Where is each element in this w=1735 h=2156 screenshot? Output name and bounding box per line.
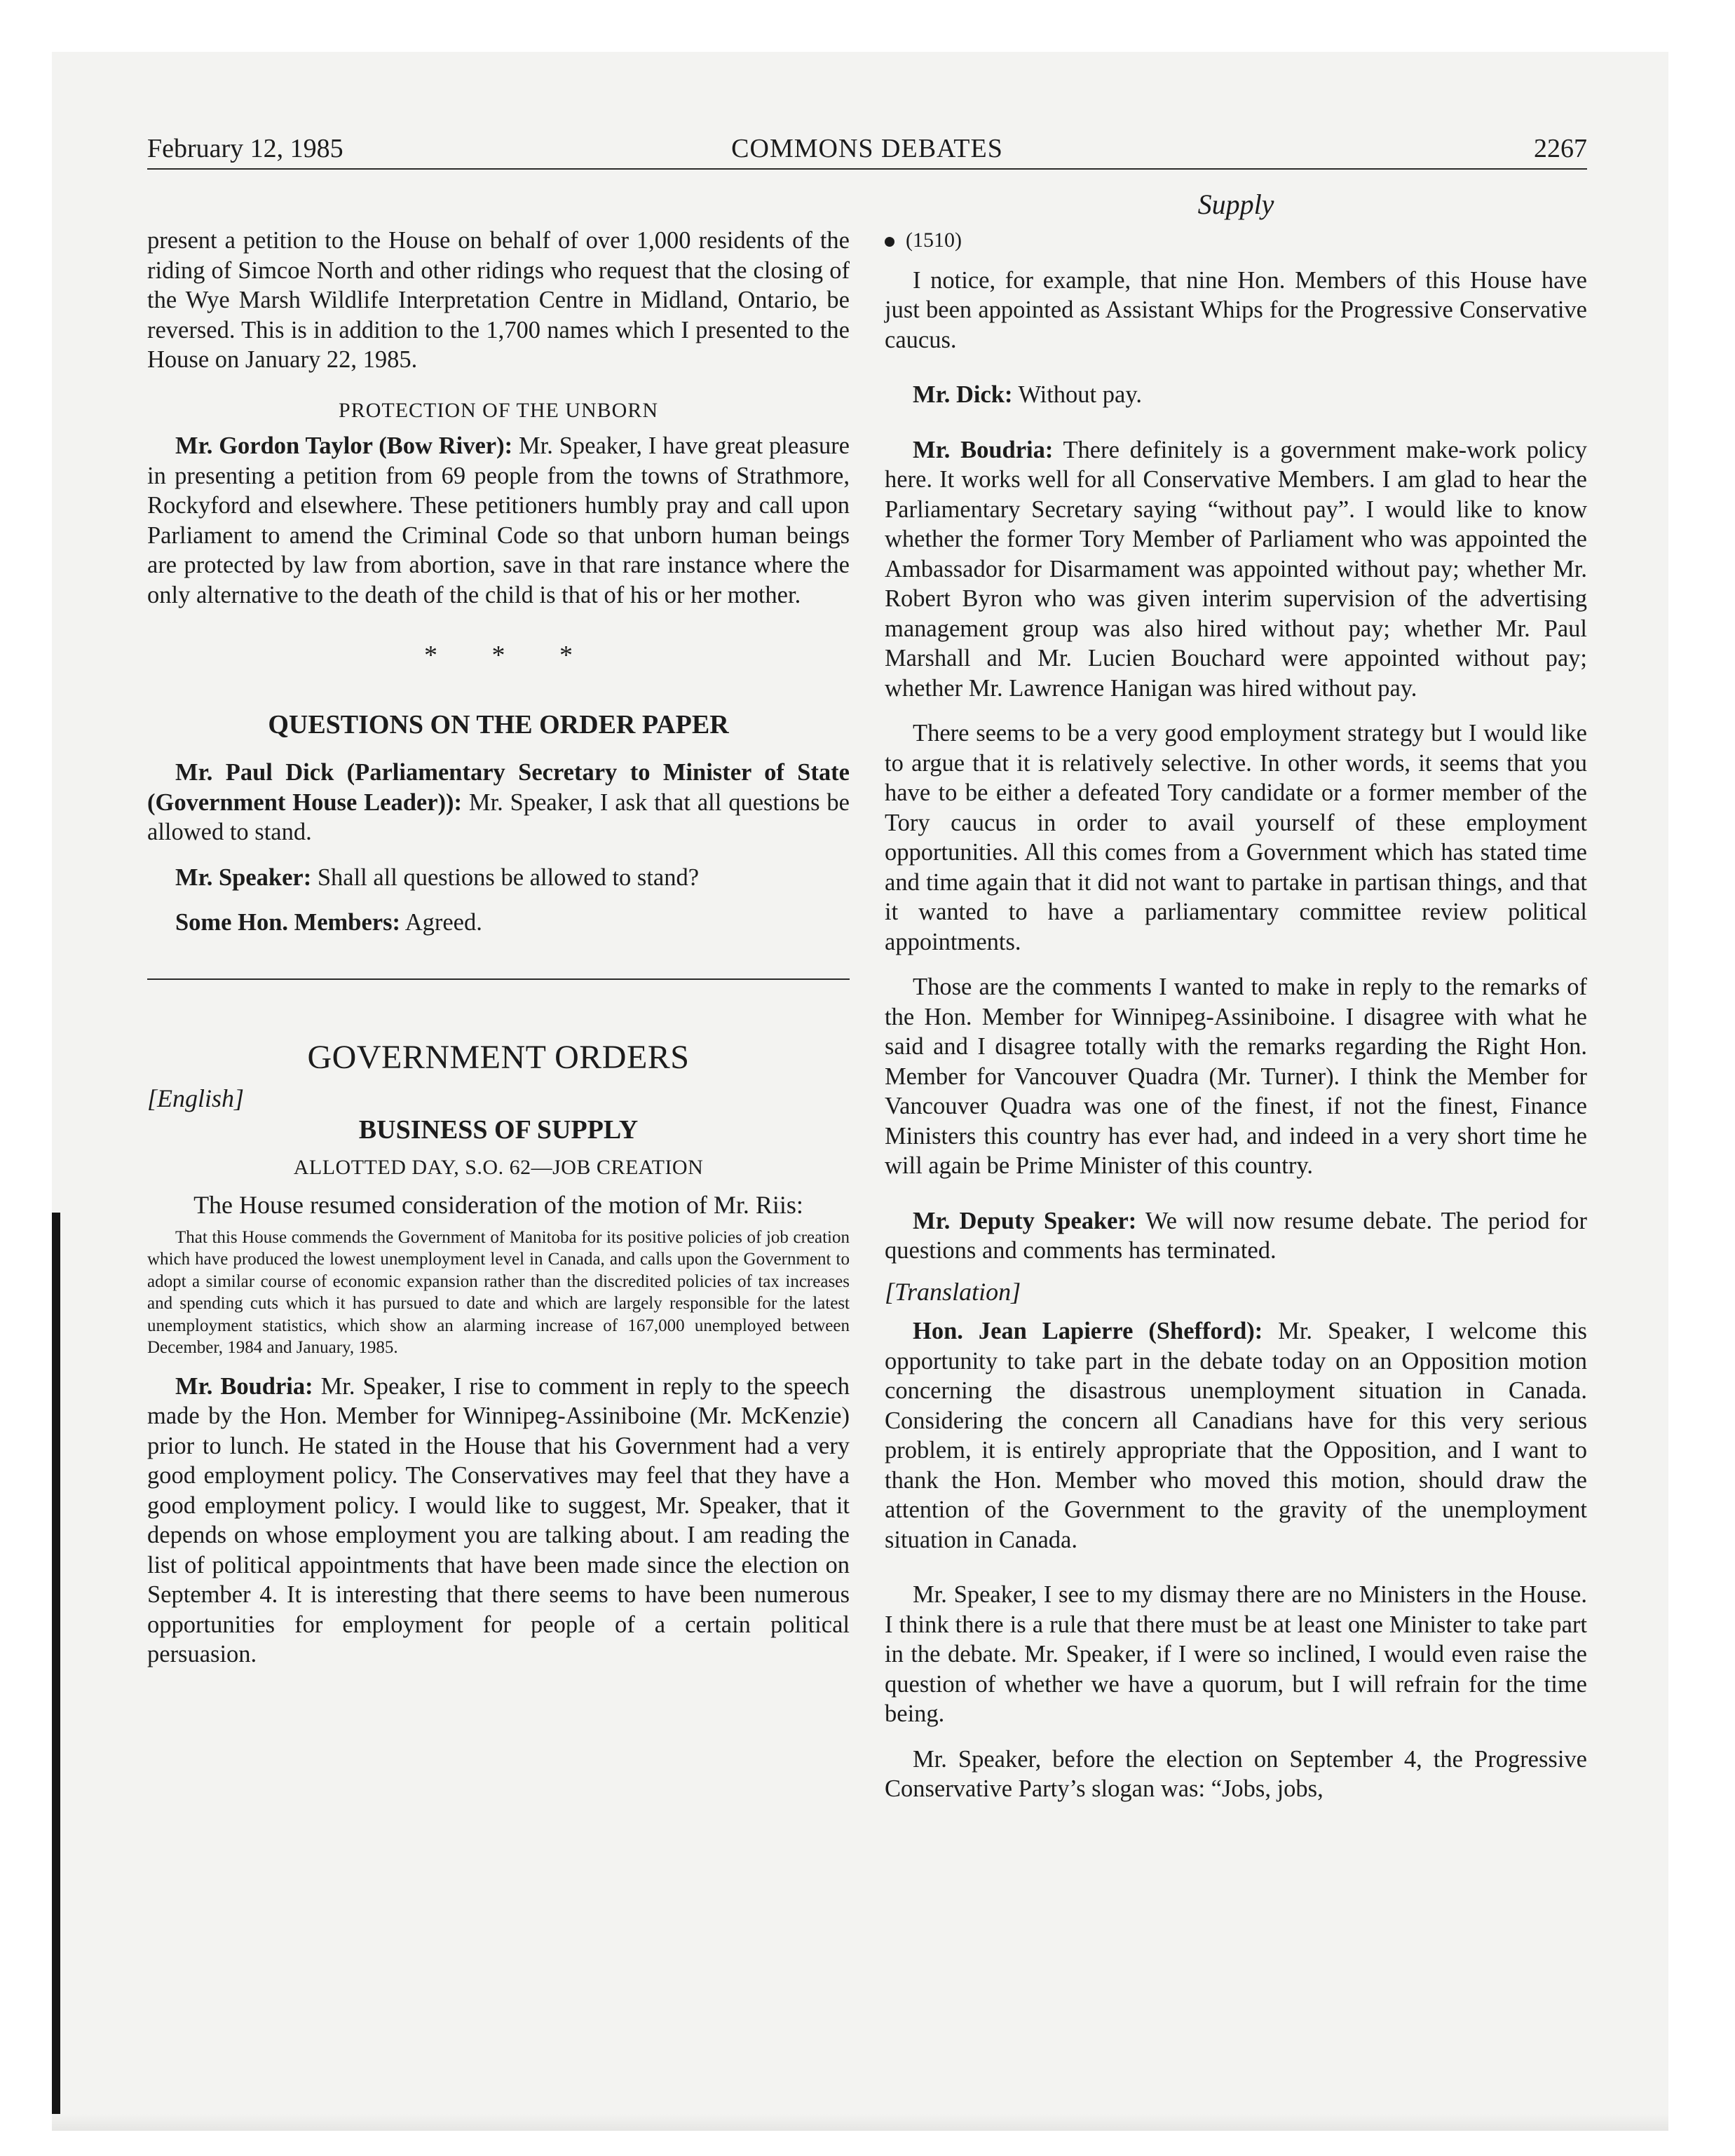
boudria-speech-cont	[885, 435, 1587, 704]
page-number: 2267	[1534, 134, 1587, 163]
speech-text: Mr. Speaker, I welcome this opportunity to take part in the debate today on an Opposition motion concerning the disastrous unemployment situation in Canada. Considering the concern all Canadians have for this very serious problem, it is entirely appropriate that the Opposition, and I want to thank the Hon. Member who moved this motion, should draw the attention of the Government to the gravity of the unemployment situation in Canada.	[885, 1318, 1587, 1553]
speaker-name: Mr. Boudria:	[913, 436, 1054, 463]
section-heading-business: BUSINESS OF SUPPLY	[358, 1114, 639, 1145]
speaker-question	[147, 863, 850, 893]
header-rule	[147, 168, 1587, 170]
allotted-day-subheading: ALLOTTED DAY, S.O. 62—JOB CREATION	[293, 1156, 704, 1179]
paragraph: Those are the comments I wanted to make in reply to the remarks of the Hon. Member for Winnipeg-Assiniboine. I disagree with what he said and I disagree totally with the remarks regarding the Right Hon. Member for Vancouver Quadra (Mr. Turner). I think the Member for Vancouver Quadra was one of the finest, if not the finest, Finance Ministers this country has ever had, and indeed in a very short time he will again be Prime Minister of this country.	[885, 974, 1587, 1179]
speech-text: There definitely is a government make-work policy here. It works well for all Conservative Members. I am glad to hear the Parliamentary Secretary saying “without pay”. I would like to know whether the former Tory Member of Parliament who was appointed the Ambassador for Disarmament was appointed without pay; whether Mr. Robert Byron who was given interim supervision of the advertising management group was also hired without pay; whether Mr. Paul Marshall and Mr. Lucien Bouchard were appointed without pay; whether Mr. Lawrence Hanigan was hired without pay.	[885, 436, 1588, 702]
scan-bottom-edge	[52, 2114, 1668, 2131]
speech-text: Mr. Speaker, I rise to comment in reply to the speech made by the Hon. Member for Winnipeg-Assiniboine (Mr. McKenzie) prior to lunch. He stated in the House that his Government had a very good employment policy. The Conservatives may feel that they have a good employment policy. I would like to suggest, Mr. Speaker, that it depends on whose employment you are talking about. I am reading the list of political appointments that have been made since the election on September 4. It is interesting that there seems to have been numerous opportunities for employment for people of a certain political persuasion.	[147, 1372, 850, 1667]
bullet-icon	[885, 237, 894, 247]
time-marker	[885, 226, 1587, 256]
section-separator-stars: * * *	[424, 641, 597, 670]
dick-interjection	[885, 380, 1587, 410]
paragraph: Mr. Speaker, before the election on September 4, the Progressive Conservative Party’s slogan was: “Jobs, jobs,	[885, 1745, 1587, 1802]
motion-text: That this House commends the Government of Manitoba for its positive policies of job creation which have produced the lowest unemployment level in Canada, and calls upon the Government to adopt a similar course of economic expansion rather than the discredited policies of tax increases and spending cuts which it has pursued to date and which are largely responsible for the latest unemployment statistics, which show an alarming increase of 167,000 unemployed between December, 1984 and January, 1985.	[147, 1227, 850, 1357]
header-title: COMMONS DEBATES	[731, 134, 1003, 163]
speaker-name: Mr. Gordon Taylor (Bow River):	[175, 432, 513, 459]
page-header	[147, 133, 1587, 170]
section-rule	[147, 978, 850, 980]
speech-text: Shall all questions be allowed to stand?	[311, 864, 700, 891]
speech-text: Mr. Speaker, I have great pleasure in presenting a petition from 69 people from the towns of Strathmore, Rockyford and elsewhere. These petitioners humbly pray and call upon Parliament to amend the Criminal Code so that unborn human beings are protected by law from abortion, save in that rare instance where the only alternative to the death of the child is that of his or her mother.	[147, 432, 850, 608]
speaker-name: Mr. Deputy Speaker:	[913, 1207, 1137, 1234]
speaker-name: Mr. Speaker:	[175, 864, 312, 891]
speaker-name: Some Hon. Members:	[175, 909, 400, 936]
speech-text: Without pay.	[1012, 381, 1142, 408]
speech-text: Mr. Speaker, I ask that all questions be allowed to stand.	[147, 789, 850, 845]
language-tag: [English]	[147, 1084, 245, 1112]
translation-tag: [Translation]	[885, 1277, 1021, 1306]
running-head: Supply	[1197, 189, 1274, 220]
members-response	[147, 908, 850, 938]
speaker-name: Mr. Boudria:	[175, 1372, 313, 1400]
speech-text: Agreed.	[400, 909, 482, 936]
deputy-speaker-speech	[885, 1206, 1587, 1266]
paragraph: There seems to be a very good employment strategy but I would like to argue that it is relatively selective. In other words, it seems that you have to be either a defeated Tory candidate or a former member of the Tory caucus in order to avail yourself of these employment opportunities. All this comes from a Government which has stated time and time again that it did not want to partake in partisan things, and that it wanted to have a parliamentary committee review political appointments.	[885, 720, 1587, 955]
boudria-speech	[147, 1372, 850, 1670]
paragraph: Mr. Speaker, I see to my dismay there are no Ministers in the House. I think there is a rule that there must be at least one Minister to take part in the debate. Mr. Speaker, if I were so inclined, I would even raise the question of whether we have a quorum, but I will refrain for the time being.	[885, 1581, 1587, 1727]
taylor-speech	[147, 431, 850, 610]
speech-text: We will now resume debate. The period for questions and comments has terminated.	[885, 1207, 1587, 1264]
paragraph: I notice, for example, that nine Hon. Members of this House have just been appointed as Assistant Whips for the Progressive Conservative caucus.	[885, 266, 1587, 353]
section-heading-questions: QUESTIONS ON THE ORDER PAPER	[268, 709, 729, 739]
time-marker-text: (1510)	[906, 228, 962, 252]
dick-speech	[147, 758, 850, 847]
speaker-name: Mr. Paul Dick (Parliamentary Secretary to Minister of State (Government House Leader)):	[147, 759, 850, 816]
scan-edge-shadow	[52, 1213, 60, 2131]
lapierre-speech	[885, 1316, 1587, 1555]
left-column	[147, 226, 850, 1670]
petition-continuation: present a petition to the House on behalf of over 1,000 residents of the riding of Simcoe North and other ridings who request that the closing of the Wye Marsh Wildlife Interpretation Centre in Midland, Ontario, be reversed. This is in addition to the 1,700 names which I presented to the House on January 22, 1985.	[147, 227, 850, 373]
section-heading-unborn: PROTECTION OF THE UNBORN	[339, 398, 658, 422]
right-column	[885, 226, 1587, 1804]
speaker-name: Mr. Dick:	[913, 381, 1013, 408]
motion-intro: The House resumed consideration of the motion of Mr. Riis:	[193, 1190, 803, 1219]
speaker-name: Hon. Jean Lapierre (Shefford):	[913, 1318, 1263, 1344]
section-heading-government-orders: GOVERNMENT ORDERS	[307, 1038, 690, 1076]
header-date: February 12, 1985	[147, 134, 343, 163]
